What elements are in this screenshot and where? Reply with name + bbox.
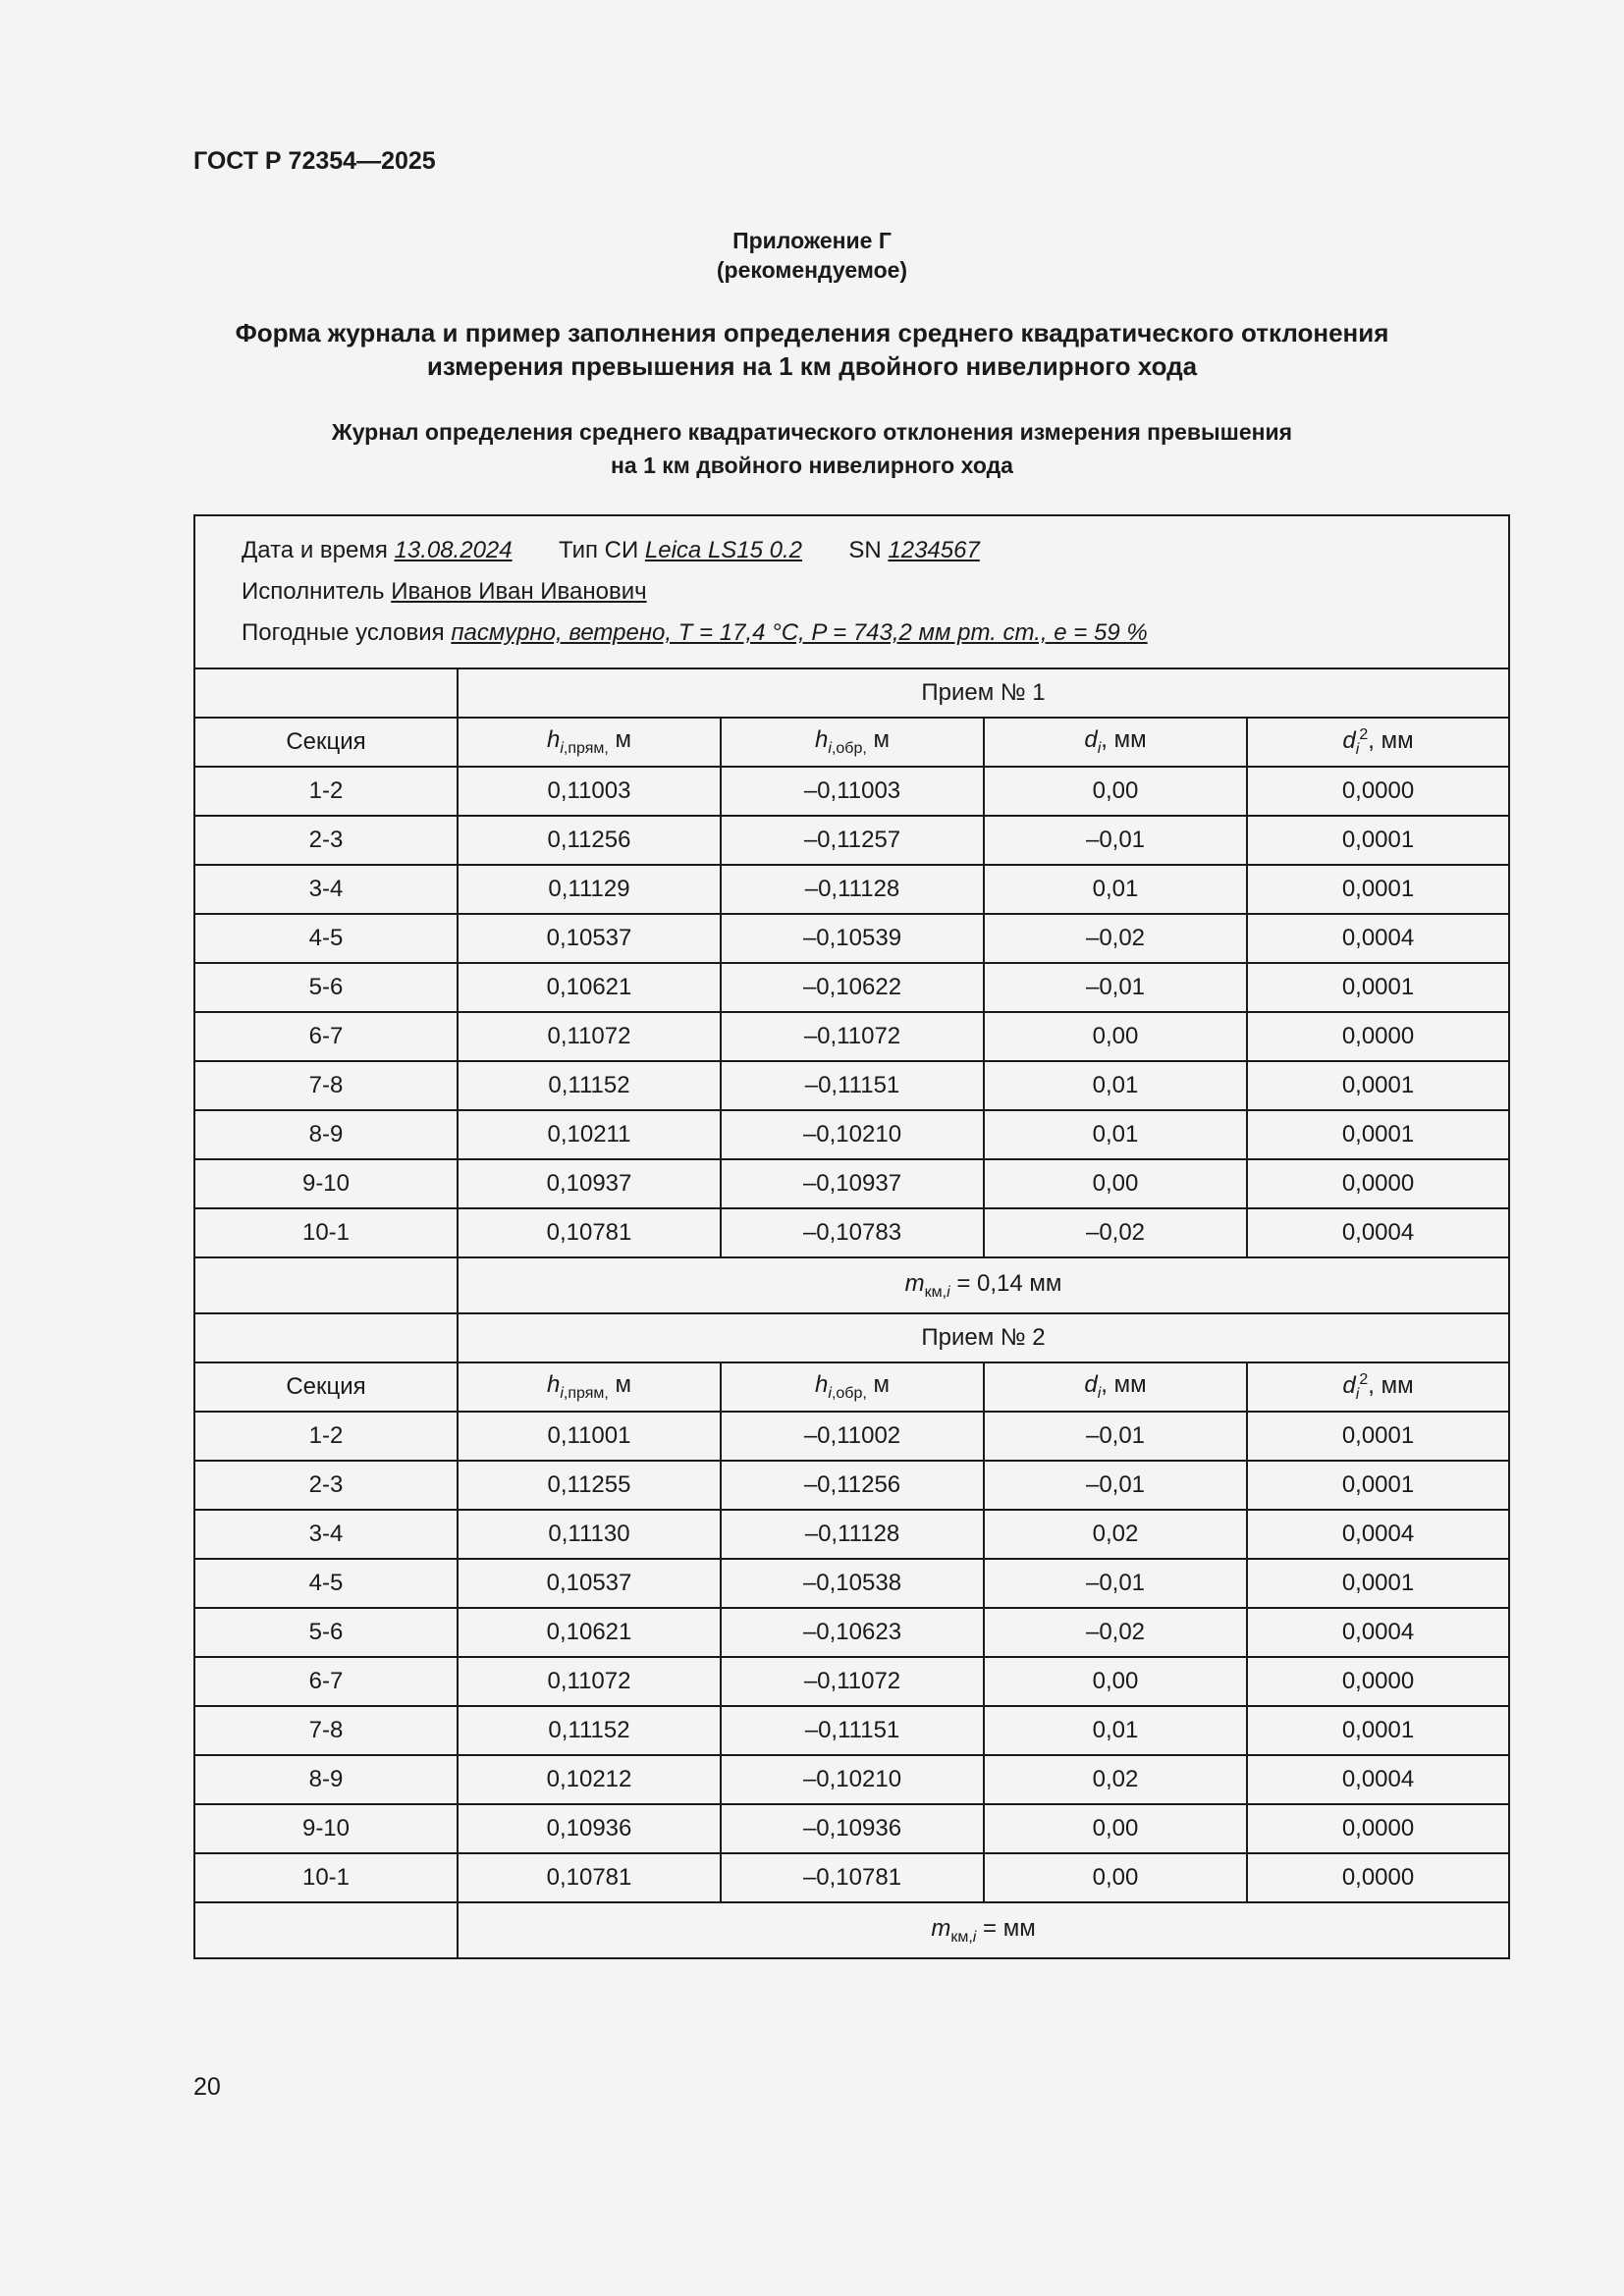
- d-squared-cell: 0,0004: [1247, 1755, 1509, 1804]
- d-cell: 0,00: [984, 1657, 1247, 1706]
- summary-row: [194, 1257, 1509, 1313]
- empty-cell: [194, 668, 458, 718]
- info-line-executor: [242, 571, 1508, 613]
- i-index: i: [560, 739, 564, 757]
- unit-mm: , мм: [1368, 726, 1414, 754]
- column-header-row: [194, 718, 1509, 767]
- date-label: Дата и время: [242, 537, 388, 563]
- d-squared-cell: 0,0004: [1247, 1510, 1509, 1559]
- empty-cell: [194, 1313, 458, 1362]
- reverse-subscript: ,обр,: [831, 739, 867, 757]
- d-squared-cell: 0,0004: [1247, 1208, 1509, 1257]
- h-direct-cell: 0,10212: [458, 1755, 721, 1804]
- h-reverse-cell: –0,10623: [721, 1608, 984, 1657]
- h-reverse-cell: –0,10622: [721, 963, 984, 1012]
- table-row: [194, 1755, 1509, 1804]
- section-cell: 8-9: [194, 1110, 458, 1159]
- d-squared-cell: 0,0001: [1247, 816, 1509, 865]
- d-cell: 0,01: [984, 865, 1247, 914]
- reception-title: Прием № 1: [458, 668, 1509, 718]
- section-cell: 6-7: [194, 1012, 458, 1061]
- i-index: i: [560, 1384, 564, 1402]
- d-squared-cell: 0,0000: [1247, 1804, 1509, 1853]
- m-symbol: m: [931, 1914, 951, 1942]
- d-squared-cell: 0,0000: [1247, 1012, 1509, 1061]
- d-cell: 0,00: [984, 1853, 1247, 1902]
- section-cell: 5-6: [194, 963, 458, 1012]
- d-cell: 0,02: [984, 1510, 1247, 1559]
- weather-label: Погодные условия: [242, 619, 445, 646]
- h-reverse-cell: –0,11002: [721, 1412, 984, 1461]
- section-cell: 2-3: [194, 816, 458, 865]
- h-direct-cell: 0,11152: [458, 1061, 721, 1110]
- reception-title-row: [194, 1313, 1509, 1362]
- unit-m: м: [615, 1371, 632, 1399]
- d-cell: –0,01: [984, 963, 1247, 1012]
- km-subscript: км,: [950, 1928, 973, 1946]
- d-cell: –0,02: [984, 1208, 1247, 1257]
- section-cell: 4-5: [194, 1559, 458, 1608]
- direct-subscript: ,прям,: [563, 1384, 609, 1402]
- h-direct-cell: 0,11129: [458, 865, 721, 914]
- h-direct-cell: 0,10936: [458, 1804, 721, 1853]
- direct-subscript: ,прям,: [563, 739, 609, 757]
- d-squared-cell: 0,0001: [1247, 1461, 1509, 1510]
- table-row: [194, 1159, 1509, 1208]
- d-squared-cell: 0,0001: [1247, 1706, 1509, 1755]
- h-symbol: h: [546, 1371, 561, 1399]
- executor-label: Исполнитель: [242, 578, 385, 605]
- d-squared-cell: 0,0001: [1247, 865, 1509, 914]
- section-cell: 7-8: [194, 1706, 458, 1755]
- h-direct-cell: 0,10537: [458, 1559, 721, 1608]
- d-squared-cell: 0,0000: [1247, 1657, 1509, 1706]
- section-cell: 10-1: [194, 1208, 458, 1257]
- summary-value: = мм: [976, 1914, 1036, 1942]
- d-symbol: d: [1084, 726, 1098, 754]
- h-reverse-cell: –0,11257: [721, 816, 984, 865]
- d-cell: 0,01: [984, 1110, 1247, 1159]
- h-direct-cell: 0,10937: [458, 1159, 721, 1208]
- i-index: i: [972, 1928, 977, 1946]
- i-index: i: [1355, 1385, 1360, 1403]
- unit-m: м: [873, 726, 890, 754]
- d-cell: 0,00: [984, 1012, 1247, 1061]
- i-index: i: [1097, 1384, 1102, 1402]
- table-row: [194, 1804, 1509, 1853]
- journal-title-line-2: на 1 км двойного нивелирного хода: [611, 453, 1013, 478]
- h-direct-cell: 0,10621: [458, 963, 721, 1012]
- appendix-heading: [0, 226, 1624, 285]
- table-row: [194, 1706, 1509, 1755]
- d-squared-cell: 0,0000: [1247, 1853, 1509, 1902]
- info-line-date: [242, 530, 1508, 571]
- h-symbol: h: [546, 726, 561, 754]
- column-header-h-direct: [458, 718, 721, 767]
- unit-m: м: [615, 726, 632, 754]
- section-cell: 1-2: [194, 1412, 458, 1461]
- summary-cell: [458, 1257, 1509, 1313]
- sn-label: SN: [848, 537, 882, 563]
- section-cell: 9-10: [194, 1804, 458, 1853]
- d-squared-cell: 0,0001: [1247, 1559, 1509, 1608]
- table-row: [194, 1012, 1509, 1061]
- h-direct-cell: 0,10781: [458, 1208, 721, 1257]
- m-symbol: m: [904, 1269, 925, 1297]
- executor-value: Иванов Иван Иванович: [391, 578, 647, 605]
- h-symbol: h: [815, 1371, 829, 1399]
- i-index: i: [947, 1283, 950, 1301]
- d-cell: –0,02: [984, 1608, 1247, 1657]
- journal-info-row: [194, 515, 1509, 668]
- journal-table-body: [194, 515, 1509, 1958]
- h-reverse-cell: –0,11128: [721, 865, 984, 914]
- column-header-row: [194, 1362, 1509, 1412]
- d-cell: –0,01: [984, 1461, 1247, 1510]
- date-value: 13.08.2024: [394, 537, 513, 563]
- d-cell: 0,00: [984, 1159, 1247, 1208]
- journal-title-line-1: Журнал определения среднего квадратического отклонения измерения превышения: [331, 419, 1293, 445]
- section-cell: 3-4: [194, 865, 458, 914]
- h-reverse-cell: –0,10936: [721, 1804, 984, 1853]
- appendix-subtitle: (рекомендуемое): [716, 257, 908, 283]
- h-reverse-cell: –0,10210: [721, 1110, 984, 1159]
- h-direct-cell: 0,11001: [458, 1412, 721, 1461]
- h-direct-cell: 0,11003: [458, 767, 721, 816]
- unit-m: м: [873, 1371, 890, 1399]
- d-squared-cell: 0,0000: [1247, 1159, 1509, 1208]
- d-cell: –0,01: [984, 1559, 1247, 1608]
- table-row: [194, 1208, 1509, 1257]
- h-reverse-cell: –0,11128: [721, 1510, 984, 1559]
- h-direct-cell: 0,11072: [458, 1012, 721, 1061]
- journal-title: [0, 415, 1624, 482]
- table-row: [194, 963, 1509, 1012]
- section-cell: 8-9: [194, 1755, 458, 1804]
- form-title-line-2: измерения превышения на 1 км двойного нивелирного хода: [426, 351, 1198, 381]
- table-row: [194, 1061, 1509, 1110]
- table-row: [194, 1461, 1509, 1510]
- summary-value: = 0,14 мм: [949, 1269, 1062, 1297]
- form-title-line-1: Форма журнала и пример заполнения определения среднего квадратического отклонения: [235, 318, 1389, 347]
- unit-mm: , мм: [1101, 726, 1147, 754]
- table-row: [194, 1110, 1509, 1159]
- table-row: [194, 1412, 1509, 1461]
- d-cell: –0,01: [984, 1412, 1247, 1461]
- table-row: [194, 1510, 1509, 1559]
- unit-mm: , мм: [1368, 1371, 1414, 1399]
- empty-cell: [194, 1902, 458, 1958]
- h-reverse-cell: –0,10539: [721, 914, 984, 963]
- section-cell: 1-2: [194, 767, 458, 816]
- page-number: 20: [193, 2073, 221, 2101]
- empty-cell: [194, 1257, 458, 1313]
- section-cell: 5-6: [194, 1608, 458, 1657]
- d-symbol: d: [1084, 1371, 1098, 1399]
- type-value: Leica LS15 0.2: [644, 537, 803, 563]
- table-row: [194, 767, 1509, 816]
- square-exponent: 2: [1359, 1370, 1369, 1388]
- table-row: [194, 816, 1509, 865]
- d-squared-cell: 0,0001: [1247, 1110, 1509, 1159]
- i-index: i: [828, 739, 832, 757]
- table-row: [194, 1657, 1509, 1706]
- section-cell: 10-1: [194, 1853, 458, 1902]
- journal-info-cell: [194, 515, 1509, 668]
- sn-value: 1234567: [888, 537, 980, 563]
- column-header-section: Секция: [194, 718, 458, 767]
- h-reverse-cell: –0,10783: [721, 1208, 984, 1257]
- column-header-d-squared: [1247, 1362, 1509, 1412]
- table-row: [194, 865, 1509, 914]
- section-cell: 9-10: [194, 1159, 458, 1208]
- column-header-h-reverse: [721, 718, 984, 767]
- section-cell: 2-3: [194, 1461, 458, 1510]
- i-index: i: [828, 1384, 832, 1402]
- d-cell: 0,02: [984, 1755, 1247, 1804]
- i-index: i: [1097, 739, 1102, 757]
- type-label: Тип СИ: [558, 537, 639, 563]
- appendix-title: Приложение Г: [732, 228, 892, 253]
- square-exponent: 2: [1359, 725, 1369, 743]
- section-cell: 4-5: [194, 914, 458, 963]
- h-direct-cell: 0,10781: [458, 1853, 721, 1902]
- h-symbol: h: [815, 726, 829, 754]
- summary-row: [194, 1902, 1509, 1958]
- d-cell: 0,00: [984, 767, 1247, 816]
- weather-value: пасмурно, ветрено, T = 17,4 °C, P = 743,2 мм рт. ст., e = 59 %: [451, 619, 1148, 646]
- d-cell: –0,01: [984, 816, 1247, 865]
- h-direct-cell: 0,11130: [458, 1510, 721, 1559]
- d-squared-cell: 0,0000: [1247, 767, 1509, 816]
- h-reverse-cell: –0,11151: [721, 1061, 984, 1110]
- d-cell: 0,01: [984, 1706, 1247, 1755]
- h-reverse-cell: –0,11072: [721, 1657, 984, 1706]
- table-row: [194, 914, 1509, 963]
- h-direct-cell: 0,10537: [458, 914, 721, 963]
- column-header-section: Секция: [194, 1362, 458, 1412]
- d-symbol: d: [1342, 1371, 1356, 1399]
- d-squared-cell: 0,0001: [1247, 963, 1509, 1012]
- reception-title-row: [194, 668, 1509, 718]
- h-direct-cell: 0,11152: [458, 1706, 721, 1755]
- column-header-h-direct: [458, 1362, 721, 1412]
- h-reverse-cell: –0,10781: [721, 1853, 984, 1902]
- section-cell: 3-4: [194, 1510, 458, 1559]
- table-row: [194, 1853, 1509, 1902]
- summary-cell: [458, 1902, 1509, 1958]
- d-squared-cell: 0,0004: [1247, 914, 1509, 963]
- h-reverse-cell: –0,11003: [721, 767, 984, 816]
- reception-title: Прием № 2: [458, 1313, 1509, 1362]
- form-title: [0, 316, 1624, 383]
- table-row: [194, 1559, 1509, 1608]
- info-line-weather: [242, 613, 1508, 654]
- d-cell: 0,01: [984, 1061, 1247, 1110]
- reverse-subscript: ,обр,: [831, 1384, 867, 1402]
- h-reverse-cell: –0,11072: [721, 1012, 984, 1061]
- section-cell: 7-8: [194, 1061, 458, 1110]
- h-reverse-cell: –0,11256: [721, 1461, 984, 1510]
- h-direct-cell: 0,10211: [458, 1110, 721, 1159]
- d-cell: –0,02: [984, 914, 1247, 963]
- d-symbol: d: [1342, 726, 1356, 754]
- journal-table: [193, 514, 1510, 1959]
- h-reverse-cell: –0,11151: [721, 1706, 984, 1755]
- h-reverse-cell: –0,10937: [721, 1159, 984, 1208]
- d-squared-cell: 0,0004: [1247, 1608, 1509, 1657]
- column-header-d-squared: [1247, 718, 1509, 767]
- h-direct-cell: 0,11255: [458, 1461, 721, 1510]
- h-direct-cell: 0,11256: [458, 816, 721, 865]
- column-header-d: [984, 718, 1247, 767]
- d-squared-cell: 0,0001: [1247, 1061, 1509, 1110]
- document-id: ГОСТ Р 72354—2025: [193, 147, 436, 175]
- column-header-d: [984, 1362, 1247, 1412]
- h-direct-cell: 0,11072: [458, 1657, 721, 1706]
- d-squared-cell: 0,0001: [1247, 1412, 1509, 1461]
- section-cell: 6-7: [194, 1657, 458, 1706]
- h-reverse-cell: –0,10538: [721, 1559, 984, 1608]
- h-reverse-cell: –0,10210: [721, 1755, 984, 1804]
- table-row: [194, 1608, 1509, 1657]
- unit-mm: , мм: [1101, 1371, 1147, 1399]
- i-index: i: [1355, 740, 1360, 758]
- km-subscript: км,: [924, 1283, 947, 1301]
- column-header-h-reverse: [721, 1362, 984, 1412]
- d-cell: 0,00: [984, 1804, 1247, 1853]
- h-direct-cell: 0,10621: [458, 1608, 721, 1657]
